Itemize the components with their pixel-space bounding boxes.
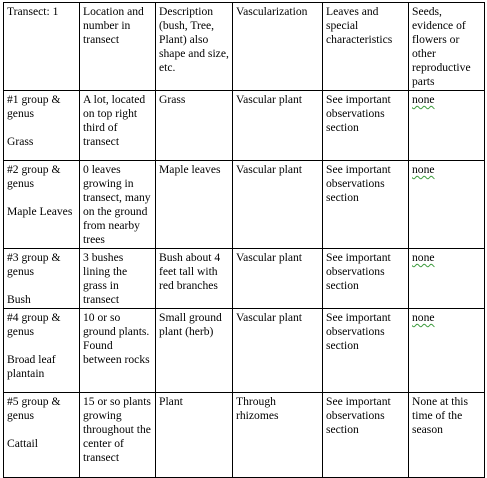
transect-table — [3, 2, 485, 478]
group-label: #5 group & genus — [7, 395, 61, 422]
location-cell: 10 or so ground plants. Found between rocks — [80, 309, 156, 393]
header-seeds: Seeds, evidence of flowers or other reproductive parts — [409, 3, 485, 91]
description-cell: Grass — [156, 91, 233, 161]
seeds-value: none — [412, 251, 435, 264]
seeds-cell — [409, 91, 485, 161]
location-cell: 3 bushes lining the grass in transect — [80, 249, 156, 309]
genus-label: Bush — [7, 293, 31, 306]
header-description: Description (bush, Tree, Plant) also shape and size, etc. — [156, 3, 233, 91]
group-cell — [4, 249, 80, 309]
table-row — [4, 249, 485, 309]
genus-label: Maple Leaves — [7, 205, 73, 218]
group-label: #1 group & genus — [7, 93, 61, 120]
group-label: #3 group & genus — [7, 251, 61, 278]
seeds-value: none — [412, 163, 435, 176]
header-vascularization: Vascularization — [233, 3, 323, 91]
seeds-cell — [409, 161, 485, 249]
seeds-cell: None at this time of the season — [409, 393, 485, 478]
leaves-cell: See important observations section — [323, 393, 409, 478]
table-row — [4, 161, 485, 249]
vascularization-cell: Vascular plant — [233, 309, 323, 393]
group-cell — [4, 91, 80, 161]
vascularization-cell: Vascular plant — [233, 161, 323, 249]
genus-label: Cattail — [7, 437, 38, 450]
group-label: #2 group & genus — [7, 163, 61, 190]
seeds-value: none — [412, 311, 435, 324]
seeds-cell — [409, 249, 485, 309]
leaves-cell: See important observations section — [323, 249, 409, 309]
description-cell: Maple leaves — [156, 161, 233, 249]
seeds-value: none — [412, 93, 435, 106]
group-cell — [4, 161, 80, 249]
vascularization-cell: Vascular plant — [233, 91, 323, 161]
vascularization-cell: Through rhizomes — [233, 393, 323, 478]
table-row — [4, 309, 485, 393]
leaves-cell: See important observations section — [323, 161, 409, 249]
table-row — [4, 91, 485, 161]
vascularization-cell: Vascular plant — [233, 249, 323, 309]
group-cell — [4, 393, 80, 478]
seeds-cell — [409, 309, 485, 393]
table-row — [4, 393, 485, 478]
header-leaves: Leaves and special characteristics — [323, 3, 409, 91]
description-cell: Small ground plant (herb) — [156, 309, 233, 393]
description-cell: Plant — [156, 393, 233, 478]
leaves-cell: See important observations section — [323, 91, 409, 161]
location-cell: A lot, located on top right third of transect — [80, 91, 156, 161]
group-label: #4 group & genus — [7, 311, 61, 338]
location-cell: 15 or so plants growing throughout the center of transect — [80, 393, 156, 478]
header-transect: Transect: 1 — [4, 3, 80, 91]
genus-label: Grass — [7, 135, 34, 148]
header-row — [4, 3, 485, 91]
leaves-cell: See important observations section — [323, 309, 409, 393]
description-cell: Bush about 4 feet tall with red branches — [156, 249, 233, 309]
group-cell — [4, 309, 80, 393]
genus-label: Broad leaf plantain — [7, 353, 56, 380]
header-location: Location and number in transect — [80, 3, 156, 91]
location-cell: 0 leaves growing in transect, many on the ground from nearby trees — [80, 161, 156, 249]
